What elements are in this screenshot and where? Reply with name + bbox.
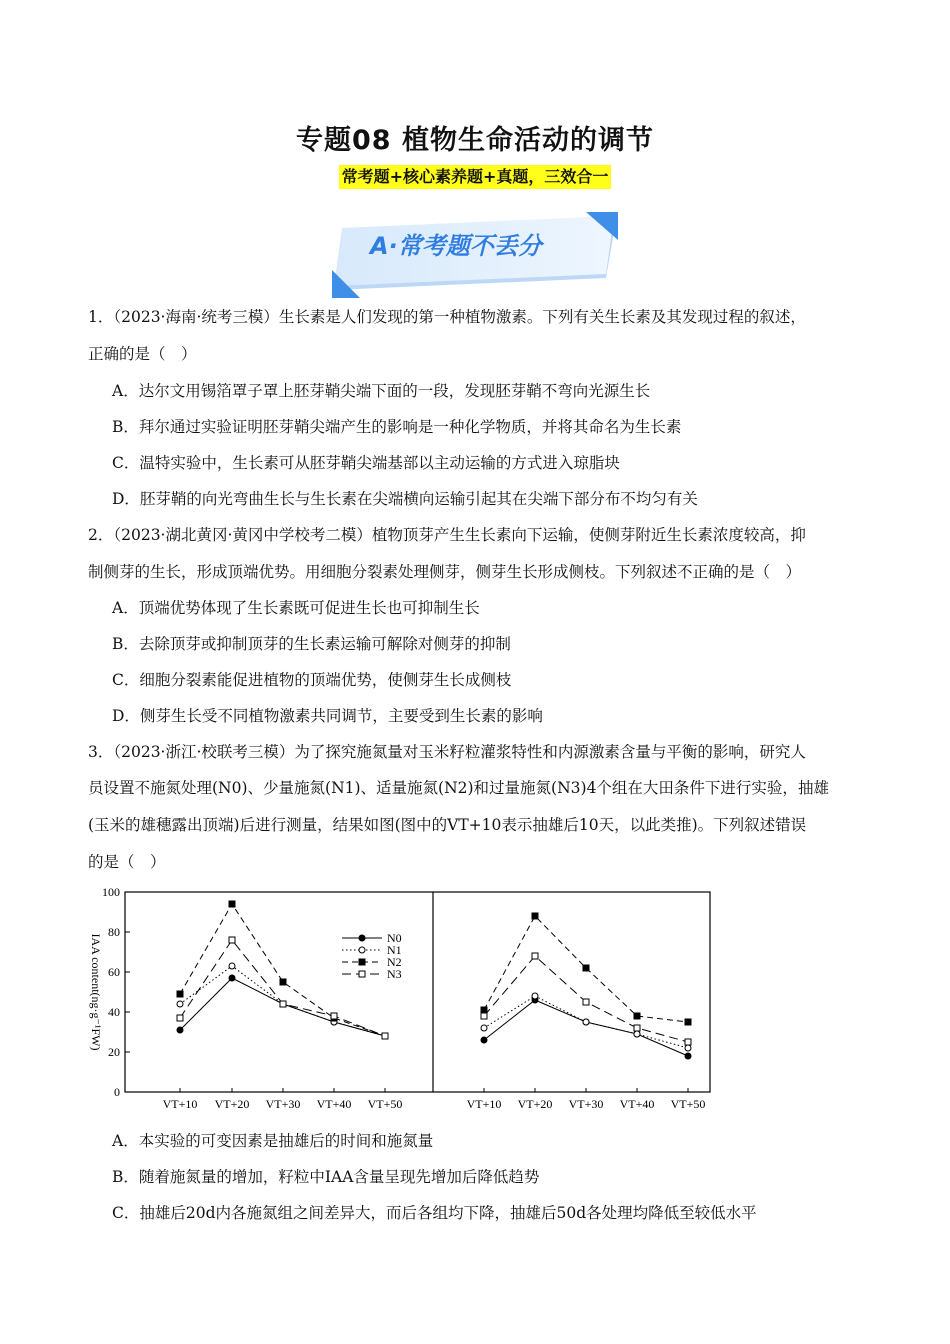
- legend-label-n2: N2: [387, 955, 402, 969]
- x-tick-label-p2-3: VT+40: [619, 1097, 655, 1111]
- question-2-option-c[interactable]: C．细胞分裂素能促进植物的顶端优势，使侧芽生长成侧枝: [112, 671, 512, 689]
- y-tick-label-60: 60: [108, 965, 120, 979]
- y-axis-label: IAA content(ng·g⁻¹FW): [89, 933, 103, 1051]
- point-p2-n3-2: [583, 999, 589, 1005]
- question-1-option-a[interactable]: A．达尔文用锡箔罩子罩上胚芽鞘尖端下面的一段，发现胚芽鞘不弯向光源生长: [112, 382, 651, 400]
- series-line-p1-n2: [180, 904, 385, 1036]
- point-p2-n2-0: [481, 1007, 487, 1013]
- point-p2-n0-0: [481, 1037, 487, 1043]
- point-p2-n1-0: [481, 1025, 487, 1031]
- point-p1-n3-3: [331, 1013, 337, 1019]
- legend-label-n1: N1: [387, 943, 402, 957]
- point-p2-n1-4: [685, 1045, 691, 1051]
- y-tick-label-100: 100: [102, 885, 120, 899]
- point-p1-n2-2: [280, 979, 286, 985]
- x-tick-label-p1-4: VT+50: [367, 1097, 403, 1111]
- series-line-p1-n3: [180, 940, 385, 1036]
- x-tick-label-p2-1: VT+20: [517, 1097, 553, 1111]
- point-p1-n2-0: [177, 991, 183, 997]
- point-p2-n2-1: [532, 913, 538, 919]
- banner-label: A·常考题不丢分: [370, 232, 542, 260]
- point-p2-n1-2: [583, 1019, 589, 1025]
- point-p1-n3-2: [280, 1001, 286, 1007]
- iaa-content-chart: [80, 880, 730, 1120]
- x-tick-label-p1-3: VT+40: [316, 1097, 352, 1111]
- question-2-option-b[interactable]: B．去除顶芽或抑制顶芽的生长素运输可解除对侧芽的抑制: [112, 635, 511, 653]
- x-tick-label-p1-2: VT+30: [265, 1097, 301, 1111]
- question-3-line-2: 员设置不施氮处理(N0)、少量施氮(N1)、适量施氮(N2)和过量施氮(N3)4个组在大田条件下进行实验，抽雄: [88, 779, 829, 797]
- point-p2-n1-1: [532, 993, 538, 999]
- legend-label-n0: N0: [387, 931, 402, 945]
- question-2-line-2: 制侧芽的生长，形成顶端优势。用细胞分裂素处理侧芽，侧芽生长形成侧枝。下列叙述不正确的是（ ）: [88, 563, 802, 581]
- point-p1-n0-1: [229, 975, 235, 981]
- point-p1-n3-4: [382, 1033, 388, 1039]
- question-3-option-b[interactable]: B．随着施氮量的增加，籽粒中IAA含量呈现先增加后降低趋势: [112, 1168, 540, 1186]
- question-1-option-d[interactable]: D．胚芽鞘的向光弯曲生长与生长素在尖端横向运输引起其在尖端下部分布不均匀有关: [112, 490, 698, 508]
- point-p2-n3-3: [634, 1025, 640, 1031]
- subtitle-wrap: [0, 165, 950, 189]
- y-tick-label-80: 80: [108, 925, 120, 939]
- legend-label-n3: N3: [387, 967, 402, 981]
- x-tick-label-p2-4: VT+50: [670, 1097, 706, 1111]
- question-3-line-4: 的是（ ）: [88, 853, 166, 871]
- point-p2-n3-0: [481, 1013, 487, 1019]
- x-tick-label-p2-2: VT+30: [568, 1097, 604, 1111]
- subtitle-highlight: 常考题+核心素养题+真题，三效合一: [339, 165, 612, 189]
- point-p1-n3-0: [177, 1015, 183, 1021]
- x-tick-label-p1-0: VT+10: [162, 1097, 198, 1111]
- page-title: 专题08 植物生命活动的调节: [296, 125, 654, 156]
- y-tick-label-20: 20: [108, 1045, 120, 1059]
- point-p1-n3-1: [229, 937, 235, 943]
- question-1-line-2: 正确的是（ ）: [88, 345, 197, 363]
- point-p1-n1-0: [177, 1001, 183, 1007]
- legend-marker-n2: [359, 959, 365, 965]
- x-tick-label-p1-1: VT+20: [214, 1097, 250, 1111]
- point-p2-n2-3: [634, 1013, 640, 1019]
- legend-marker-n3: [359, 971, 365, 977]
- y-tick-label-0: 0: [114, 1085, 120, 1099]
- legend-marker-n1: [359, 947, 365, 953]
- point-p1-n1-1: [229, 963, 235, 969]
- question-2-option-a[interactable]: A．顶端优势体现了生长素既可促进生长也可抑制生长: [112, 599, 480, 617]
- question-1-option-c[interactable]: C．温特实验中，生长素可从胚芽鞘尖端基部以主动运输的方式进入琼脂块: [112, 454, 620, 472]
- legend-marker-n0: [359, 935, 365, 941]
- question-3-line-3: (玉米的雄穗露出顶端)后进行测量，结果如图(图中的VT+10表示抽雄后10天，以此类推)。下列叙述错误: [88, 816, 807, 834]
- question-1-option-b[interactable]: B．拜尔通过实验证明胚芽鞘尖端产生的影响是一种化学物质，并将其命名为生长素: [112, 418, 682, 436]
- question-3-option-c[interactable]: C．抽雄后20d内各施氮组之间差异大，而后各组均下降，抽雄后50d各处理均降低至较低水平: [112, 1204, 757, 1222]
- section-banner: [330, 210, 620, 300]
- point-p2-n1-3: [634, 1031, 640, 1037]
- question-1-line-1: 1．（2023·海南·统考三模）生长素是人们发现的第一种植物激素。下列有关生长素及其发现过程的叙述，: [88, 308, 806, 326]
- question-2-option-d[interactable]: D．侧芽生长受不同植物激素共同调节，主要受到生长素的影响: [112, 707, 543, 725]
- point-p1-n0-0: [177, 1027, 183, 1033]
- point-p2-n0-4: [685, 1053, 691, 1059]
- x-tick-label-p2-0: VT+10: [466, 1097, 502, 1111]
- point-p2-n2-2: [583, 965, 589, 971]
- question-2-line-1: 2．（2023·湖北黄冈·黄冈中学校考二模）植物顶芽产生生长素向下运输，使侧芽附近生长素浓度较高，抑: [88, 526, 806, 544]
- point-p2-n3-4: [685, 1039, 691, 1045]
- question-3-option-a[interactable]: A．本实验的可变因素是抽雄后的时间和施氮量: [112, 1132, 434, 1150]
- point-p2-n3-1: [532, 953, 538, 959]
- point-p2-n2-4: [685, 1019, 691, 1025]
- plot-frame: [125, 892, 710, 1092]
- point-p1-n2-1: [229, 901, 235, 907]
- question-3-line-1: 3．（2023·浙江·校联考三模）为了探究施氮量对玉米籽粒灌浆特性和内源激素含量与平衡的影响，研究人: [88, 743, 806, 761]
- y-tick-label-40: 40: [108, 1005, 120, 1019]
